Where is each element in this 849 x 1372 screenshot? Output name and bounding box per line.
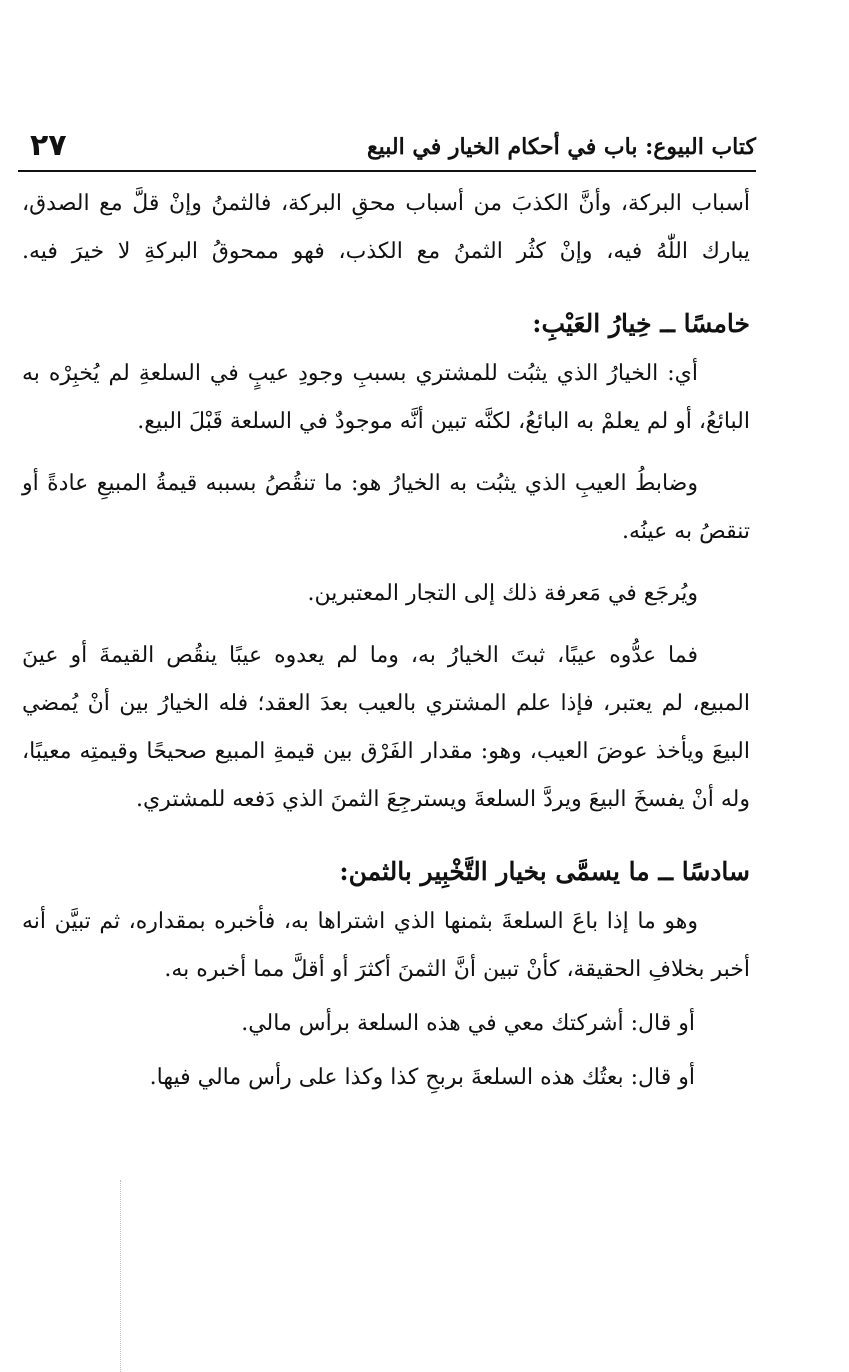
paragraph-merchants-reference: ويُرجَع في مَعرفة ذلك إلى التجار المعتبرين. [307, 581, 698, 606]
scan-margin-line [120, 1180, 122, 1372]
paragraph-barakah: أسباب البركة، وأنَّ الكذبَ من أسباب محقِ البركة، فالثمنُ وإنْ قلَّ مع الصدق، يبارك اللّٰهُ فيه، وإنْ كثُر الثمنُ مع الكذب، فهو ممحوقُ البركةِ لا خيرَ فيه. [22, 191, 750, 264]
quote-partnership: أو قال: أشركتك معي في هذه السلعة برأس مالي. [241, 1011, 695, 1036]
section-heading-sixth: سادسًا ــ ما يسمَّى بخيار التَّخْبِير بالثمن: [339, 857, 750, 886]
paragraph-defect-criterion: وضابطُ العيبِ الذي يثبُت به الخيارُ هو: ما تنقُصُ بسببه قيمةُ المبيعِ عادةً أو تنقصُ به عينُه. [22, 471, 750, 544]
page-body [22, 180, 750, 1102]
running-title: كتاب البيوع: باب في أحكام الخيار في البيع [366, 134, 756, 160]
page-header [18, 128, 756, 172]
quote-profit-sale: أو قال: بعتُك هذه السلعةَ بربحِ كذا وكذا على رأس مالي فيها. [149, 1065, 695, 1090]
section-heading-fifth: خامسًا ــ خِيارُ العَيْبِ: [532, 309, 750, 338]
page-number: ٢٧ [30, 128, 67, 163]
paragraph-price-disclosure: وهو ما إذا باعَ السلعةَ بثمنها الذي اشتراها به، فأخبره بمقداره، ثم تبيَّن أنه أخبر بخلافِ الحقيقة، كأنْ تبين أنَّ الثمنَ أكثرَ أو أقلَّ مما أخبره به. [22, 909, 750, 982]
paragraph-defect-definition: أي: الخيارُ الذي يثبُت للمشتري بسببِ وجودِ عيبٍ في السلعةِ لم يُخبِرْه به البائعُ، أو لم يعلمْ به البائعُ، لكنَّه تبين أنَّه موجودٌ في السلعة قَبْلَ البيع. [22, 361, 750, 434]
paragraph-defect-option: فما عدُّوه عيبًا، ثبتَ الخيارُ به، وما لم يعدوه عيبًا ينقُص القيمةَ أو عينَ المبيع، لم يعتبر، فإذا علم المشتري بالعيب بعدَ العقد؛ فله الخيارُ بين أنْ يُمضي البيعَ ويأخذ عوضَ العيب، وهو: مقدار الفَرْق بين قيمةِ المبيع صحيحًا وقيمتِه معيبًا، وله أنْ يفسخَ البيعَ ويردَّ السلعةَ ويسترجِعَ الثمنَ الذي دَفعه للمشتري. [22, 643, 750, 812]
